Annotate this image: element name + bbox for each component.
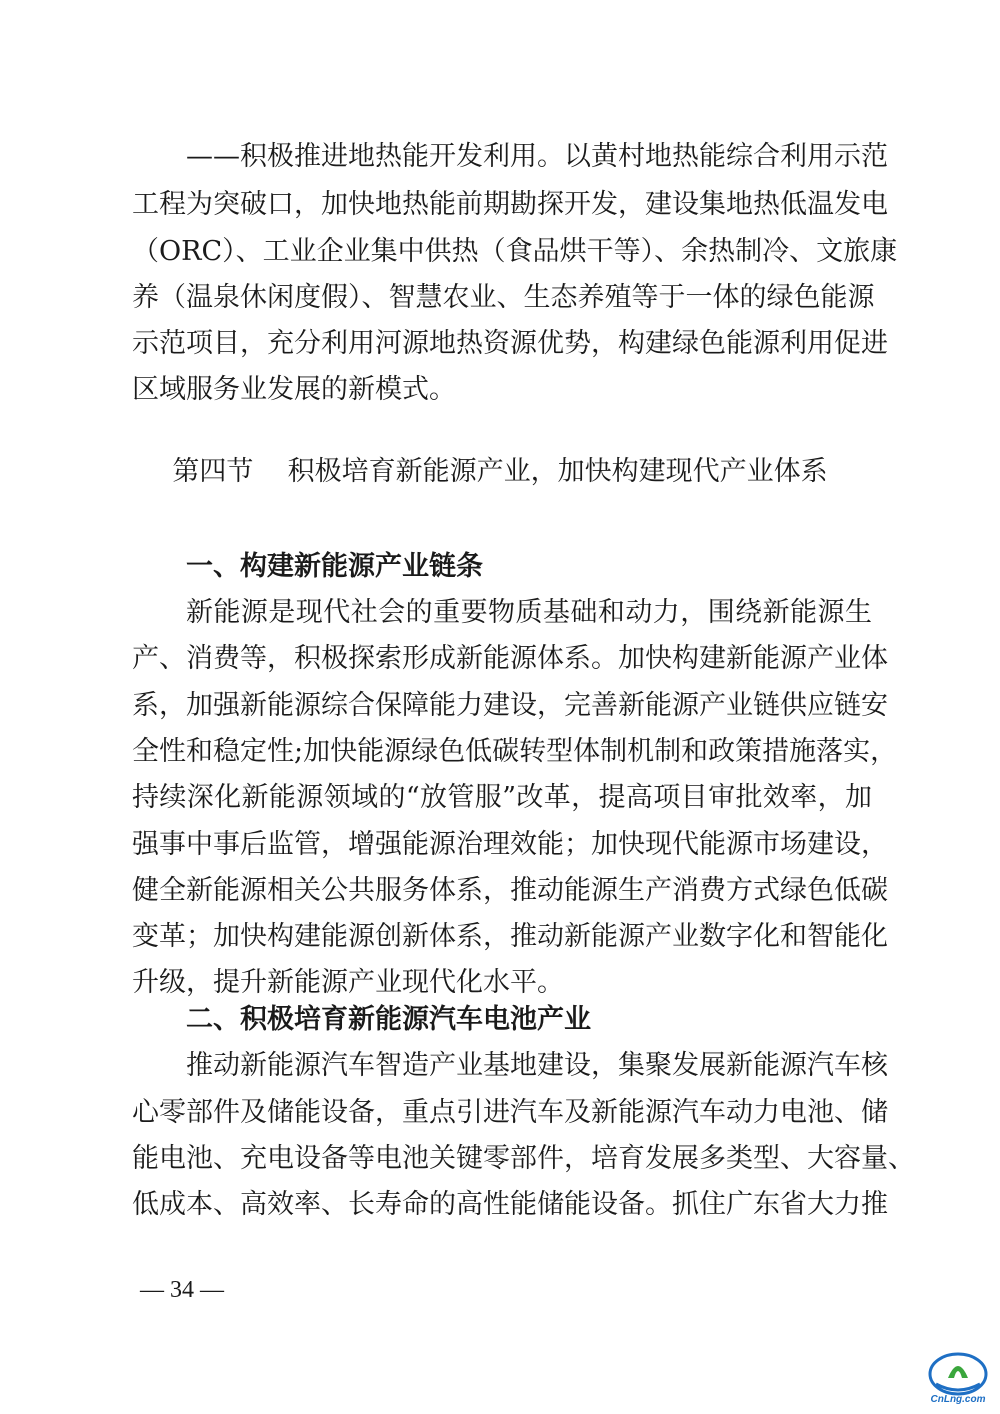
section-title: 第四节 积极培育新能源产业，加快构建现代产业体系 (172, 456, 828, 487)
heading-two: 二、积极培育新能源汽车电池产业 (186, 1004, 591, 1035)
paragraph-line: 区域服务业发展的新模式。 (132, 374, 456, 405)
paragraph-line: 心零部件及储能设备，重点引进汽车及新能源汽车动力电池、储 (132, 1097, 888, 1128)
cnlng-logo-icon (926, 1340, 990, 1404)
page-number: — 34 — (140, 1277, 224, 1303)
paragraph-line: 系，加强新能源综合保障能力建设，完善新能源产业链供应链安 (132, 690, 888, 721)
paragraph-line: 工程为突破口，加快地热能前期勘探开发，建设集地热低温发电 (132, 189, 888, 220)
paragraph-line: 全性和稳定性;加快能源绿色低碳转型体制机制和政策措施落实， (132, 736, 898, 767)
paragraph-line: 低成本、高效率、长寿命的高性能储能设备。抓住广东省大力推 (132, 1189, 888, 1220)
paragraph-line: 推动新能源汽车智造产业基地建设，集聚发展新能源汽车核 (186, 1050, 888, 1081)
heading-one: 一、构建新能源产业链条 (186, 551, 483, 582)
paragraph-line: （ORC）、工业企业集中供热（食品烘干等）、余热制冷、文旅康 (132, 236, 898, 267)
paragraph-line: 强事中事后监管，增强能源治理效能；加快现代能源市场建设， (132, 829, 888, 860)
paragraph-line: 升级，提升新能源产业现代化水平。 (132, 967, 564, 998)
paragraph-line: 产、消费等，积极探索形成新能源体系。加快构建新能源产业体 (132, 643, 888, 674)
paragraph-line: 养（温泉休闲度假）、智慧农业、生态养殖等于一体的绿色能源 (132, 282, 875, 313)
svg-text:CnLng.com: CnLng.com (930, 1394, 986, 1404)
paragraph-line: ——积极推进地热能开发利用。以黄村地热能综合利用示范 (186, 141, 888, 172)
paragraph-line: 示范项目，充分利用河源地热资源优势，构建绿色能源利用促进 (132, 328, 888, 359)
paragraph-line: 能电池、充电设备等电池关键零部件，培育发展多类型、大容量、 (132, 1143, 915, 1174)
paragraph-line: 新能源是现代社会的重要物质基础和动力，围绕新能源生 (186, 597, 872, 628)
paragraph-line: 变革；加快构建能源创新体系，推动新能源产业数字化和智能化 (132, 921, 888, 952)
paragraph-line: 持续深化新能源领域的“放管服”改革，提高项目审批效率，加 (132, 782, 872, 813)
paragraph-line: 健全新能源相关公共服务体系，推动能源生产消费方式绿色低碳 (132, 875, 888, 906)
